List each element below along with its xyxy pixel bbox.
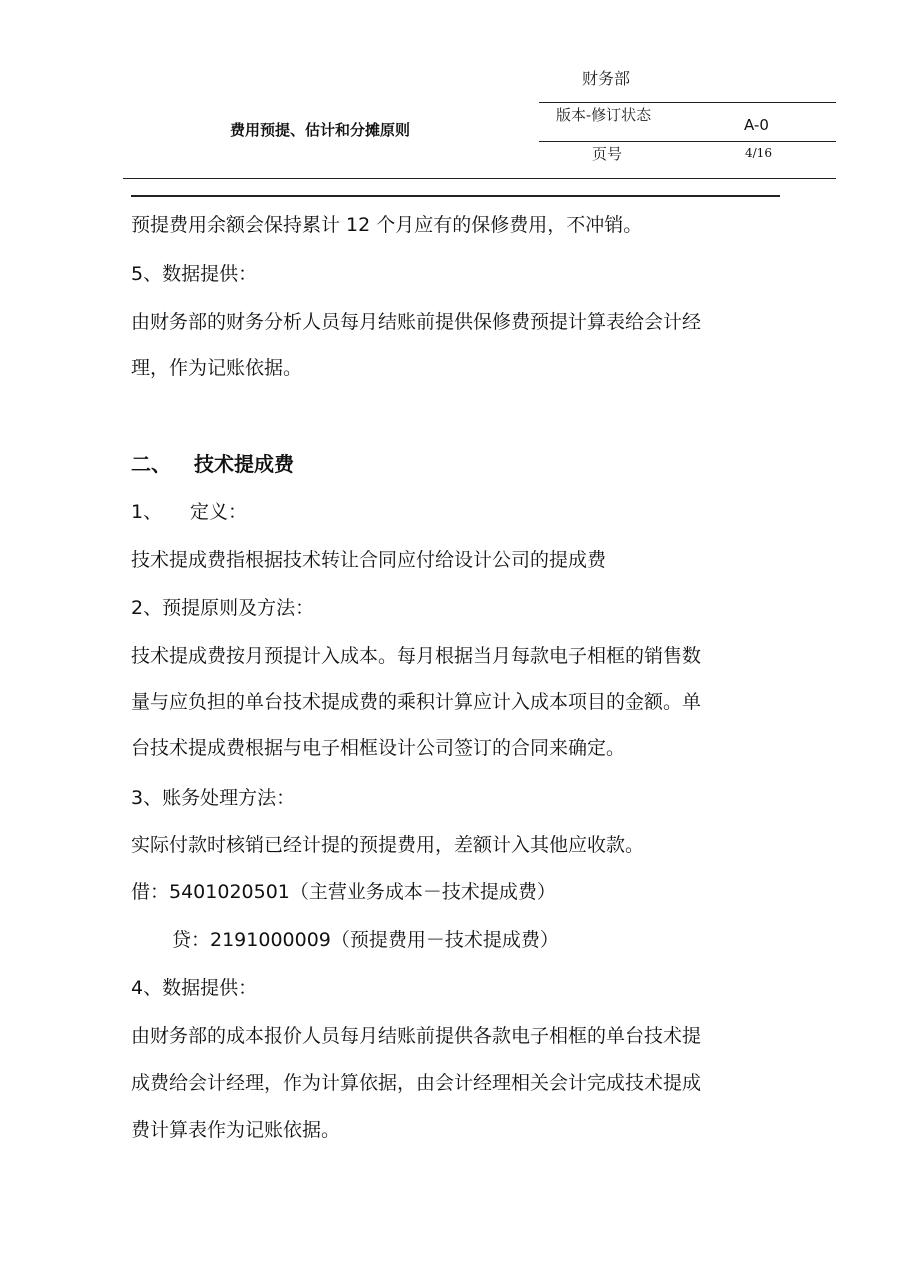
heading-principle-method: 2、预提原则及方法：: [131, 597, 315, 619]
section-number: 二、: [131, 452, 171, 476]
journal-credit: 贷：2191000009（预提费用－技术提成费）: [172, 929, 559, 951]
version-label: 版本-修订状态: [556, 106, 652, 124]
paragraph-method-line2: 量与应负担的单台技术提成费的乘积计算应计入成本项目的金额。单: [131, 691, 702, 713]
heading-data-provision-5: 5、数据提供：: [131, 263, 258, 285]
paragraph-definition: 技术提成费指根据技术转让合同应付给设计公司的提成费: [131, 549, 607, 571]
item-label-definition: 定义：: [190, 501, 248, 523]
item-number-1: 1、: [131, 501, 163, 523]
page-label: 页号: [592, 145, 623, 163]
paragraph-accounting: 实际付款时核销已经计提的预提费用，差额计入其他应收款。: [131, 834, 645, 856]
header-rule-top: [539, 102, 836, 103]
paragraph-method-line3: 台技术提成费根据与电子相框设计公司签订的合同来确定。: [131, 737, 626, 759]
version-value: A-0: [744, 116, 769, 134]
journal-debit: 借：5401020501（主营业务成本－技术提成费）: [131, 881, 556, 903]
heading-accounting-method: 3、账务处理方法：: [131, 787, 296, 809]
paragraph-data-line1: 由财务部的成本报价人员每月结账前提供各款电子相框的单台技术提: [131, 1025, 702, 1047]
paragraph-data-line3: 费计算表作为记账依据。: [131, 1119, 341, 1141]
paragraph-method-line1: 技术提成费按月预提计入成本。每月根据当月每款电子相框的销售数: [131, 645, 702, 667]
body-rule: [131, 195, 780, 197]
department-name: 财务部: [582, 69, 631, 88]
document-title: 费用预提、估计和分摊原则: [230, 121, 411, 139]
page-number: 4/16: [745, 146, 772, 160]
paragraph-data-provision-line1: 由财务部的财务分析人员每月结账前提供保修费预提计算表给会计经: [131, 311, 702, 333]
header-rule-middle: [539, 141, 836, 142]
heading-data-provision-4: 4、数据提供：: [131, 977, 258, 999]
paragraph-warranty-balance: 预提费用余额会保持累计 12 个月应有的保修费用，不冲销。: [131, 214, 643, 236]
section-title: 技术提成费: [194, 452, 294, 476]
paragraph-data-provision-line2: 理，作为记账依据。: [131, 357, 303, 379]
header-rule-bottom: [123, 178, 836, 179]
paragraph-data-line2: 成费给会计经理，作为计算依据，由会计经理相关会计完成技术提成: [131, 1072, 702, 1094]
